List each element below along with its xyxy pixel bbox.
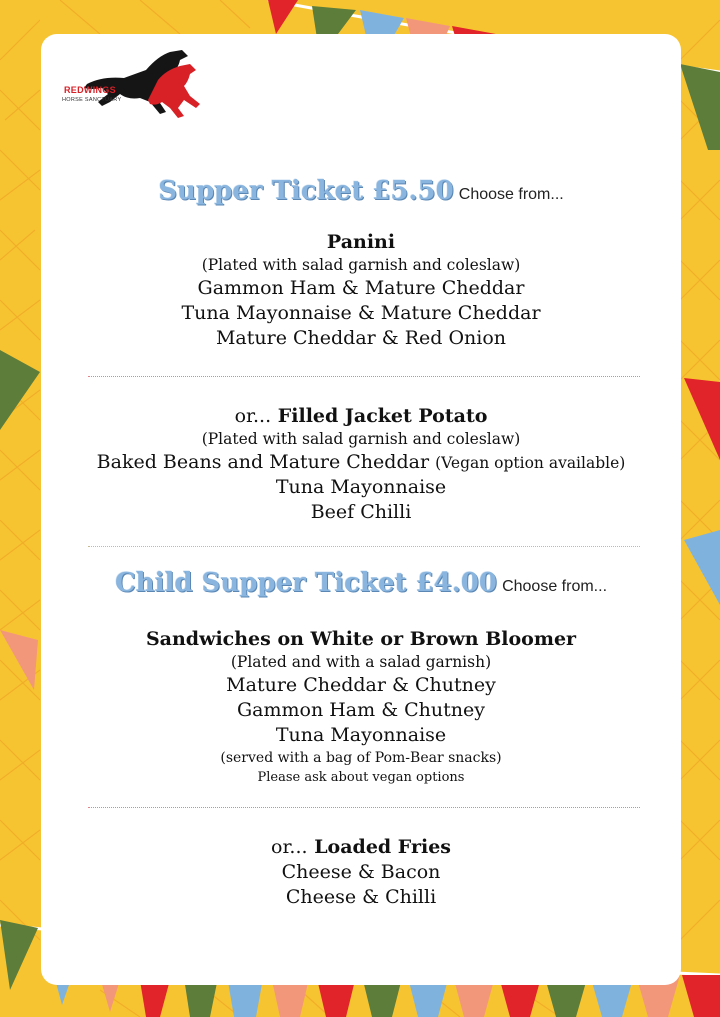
- vegan-option-note: (Vegan option available): [435, 454, 626, 472]
- sandwich-item: Mature Cheddar & Chutney: [226, 674, 496, 696]
- panini-section: [41, 230, 681, 351]
- panini-item: Tuna Mayonnaise & Mature Cheddar: [181, 302, 541, 324]
- supper-ticket-heading: Supper Ticket £5.50: [158, 176, 454, 206]
- jacket-potato-item: Tuna Mayonnaise: [275, 476, 447, 498]
- sandwiches-title: Sandwiches on White or Brown Bloomer: [145, 628, 577, 650]
- section-divider: [88, 807, 640, 808]
- section-divider: [88, 376, 640, 377]
- redwings-horse-logo: [62, 46, 207, 118]
- brand-name: REDWINGS: [64, 85, 116, 95]
- panini-title: Panini: [326, 231, 396, 253]
- sandwich-item: Gammon Ham & Chutney: [236, 699, 486, 721]
- sandwich-item: Tuna Mayonnaise: [275, 724, 447, 746]
- child-choose-label: Choose from...: [502, 578, 608, 595]
- sandwiches-section: [41, 627, 681, 787]
- section-divider: [88, 546, 640, 547]
- loaded-fries-title: Loaded Fries: [314, 836, 451, 858]
- jacket-potato-item: Baked Beans and Mature Cheddar: [96, 451, 430, 473]
- jacket-potato-section: [41, 404, 681, 525]
- child-ticket-header: [41, 568, 681, 598]
- jacket-potato-note: (Plated with salad garnish and coleslaw): [201, 430, 521, 448]
- panini-item: Gammon Ham & Mature Cheddar: [197, 277, 525, 299]
- brand-subtitle: HORSE SANCTUARY: [62, 97, 122, 103]
- loaded-fries-item: Cheese & Bacon: [281, 861, 441, 883]
- sandwiches-note: (Plated and with a salad garnish): [230, 653, 492, 671]
- panini-note: (Plated with salad garnish and coleslaw): [201, 256, 521, 274]
- supper-ticket-header: [41, 176, 681, 206]
- or-prefix: or...: [234, 405, 272, 427]
- vegan-options-note: Please ask about vegan options: [257, 770, 465, 785]
- jacket-potato-title: Filled Jacket Potato: [277, 405, 488, 427]
- child-ticket-heading: Child Supper Ticket £4.00: [114, 568, 497, 598]
- loaded-fries-section: [41, 835, 681, 910]
- jacket-potato-item: Beef Chilli: [310, 501, 412, 523]
- supper-choose-label: Choose from...: [458, 186, 564, 203]
- panini-item: Mature Cheddar & Red Onion: [215, 327, 507, 349]
- snacks-note: (served with a bag of Pom-Bear snacks): [220, 750, 502, 766]
- loaded-fries-item: Cheese & Chilli: [285, 886, 437, 908]
- or-prefix: or...: [271, 836, 308, 858]
